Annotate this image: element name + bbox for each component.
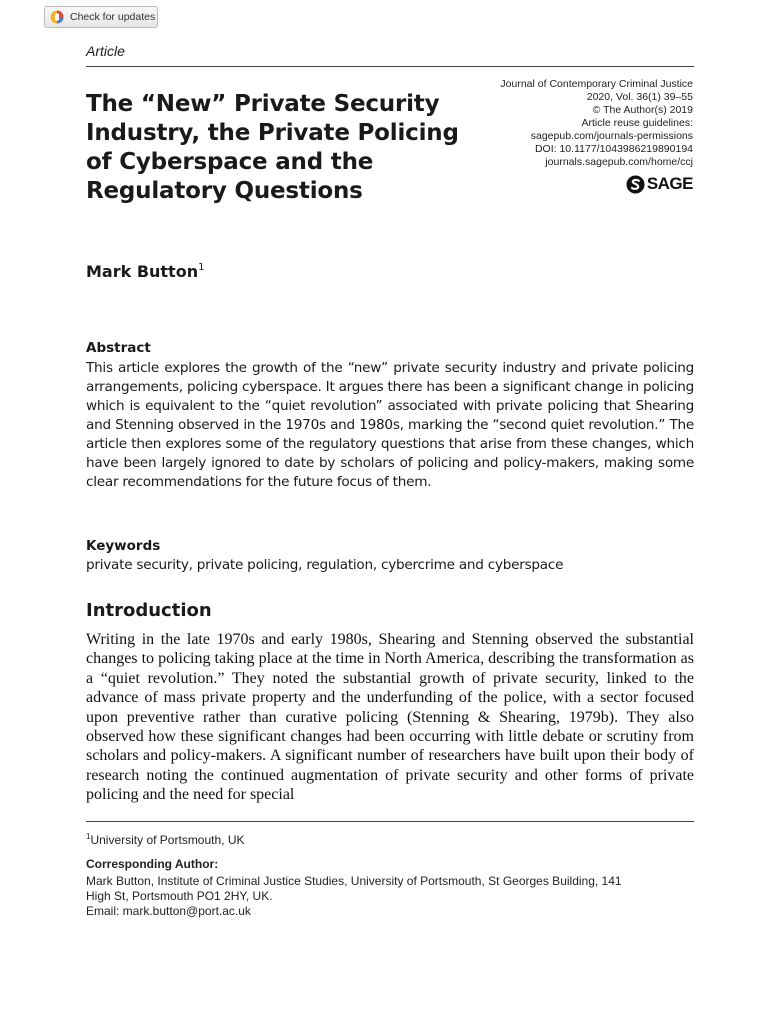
introduction-text: Writing in the late 1970s and early 1980s, Shearing and Stenning observed the substantial changes to policing taking place at the time in North America, describing the transformation as a “quiet revolution.” They noted the substantial growth of private security, linked to the advance of mass private property and the underfunding of the police, with a sector focused upon preventive rather than curative policing (Stenning & Shearing, 1979b). They also observed how these significant changes had been occurring with little debate or scrutiny from scholars and policy-makers. A significant number of researchers have built upon their body of research noting the continued augmentation of private security and other forms of private policing and the need for special (86, 631, 694, 804)
journal-volume: 2020, Vol. 36(1) 39–55 (586, 91, 693, 103)
permissions-link[interactable]: sagepub.com/journals-permissions (530, 130, 693, 142)
reuse-guidelines-label: Article reuse guidelines: (581, 117, 693, 129)
introduction-heading: Introduction (86, 600, 212, 621)
sage-s-icon (626, 175, 645, 194)
keywords-text: private security, private policing, regulation, cybercrime and cyberspace (86, 557, 564, 573)
corresponding-author-details (86, 874, 686, 919)
author-affiliation-mark: 1 (198, 261, 205, 273)
abstract-text: This article explores the growth of the “new” private security industry and private policing arrangements, policing cyberspace. It argues there has been a significant change in policing which is equivalent to the “quiet revolution” associated with private policing that Shearing and Stenning observed in the 1970s and 1980s, marking the “second quiet revolution.” The article then explores some of the regulatory questions that arise from these changes, which have been largely ignored to date by scholars of policing and policy-makers, making some clear recommendations for the future focus of them. (86, 360, 694, 490)
footnote-divider (86, 821, 694, 822)
affiliation-text: University of Portsmouth, UK (90, 833, 245, 847)
keywords-heading: Keywords (86, 538, 161, 554)
sage-logo (626, 173, 693, 195)
doi-link[interactable]: DOI: 10.1177/1043986219890194 (534, 143, 693, 155)
article-title: The “New” Private Security Industry, the Private Policing of Cyberspace and the Regulatory Questions (86, 91, 459, 204)
crossmark-icon (50, 10, 64, 24)
check-for-updates-label: Check for updates (70, 11, 156, 23)
corresponding-address-line-1: Mark Button, Institute of Criminal Justice Studies, University of Portsmouth, St Georges Building, 141 (86, 874, 622, 888)
corresponding-email[interactable]: Email: mark.button@port.ac.uk (86, 904, 251, 918)
copyright-line: © The Author(s) 2019 (592, 104, 693, 116)
article-type-label: Article (86, 43, 125, 59)
sage-wordmark: SAGE (646, 174, 693, 193)
author-name (86, 262, 204, 281)
corresponding-author-heading: Corresponding Author: (86, 857, 219, 871)
corresponding-address-line-2: High St, Portsmouth PO1 2HY, UK. (86, 889, 273, 903)
affiliation-footnote (86, 832, 245, 847)
journal-home-link[interactable]: journals.sagepub.com/home/ccj (545, 156, 693, 168)
check-for-updates-button[interactable] (44, 6, 158, 28)
journal-name: Journal of Contemporary Criminal Justice (500, 78, 693, 90)
affiliation-mark: 1 (86, 832, 91, 841)
author-name-text: Mark Button (86, 262, 199, 281)
header-divider (86, 66, 694, 67)
abstract-heading: Abstract (86, 340, 151, 356)
